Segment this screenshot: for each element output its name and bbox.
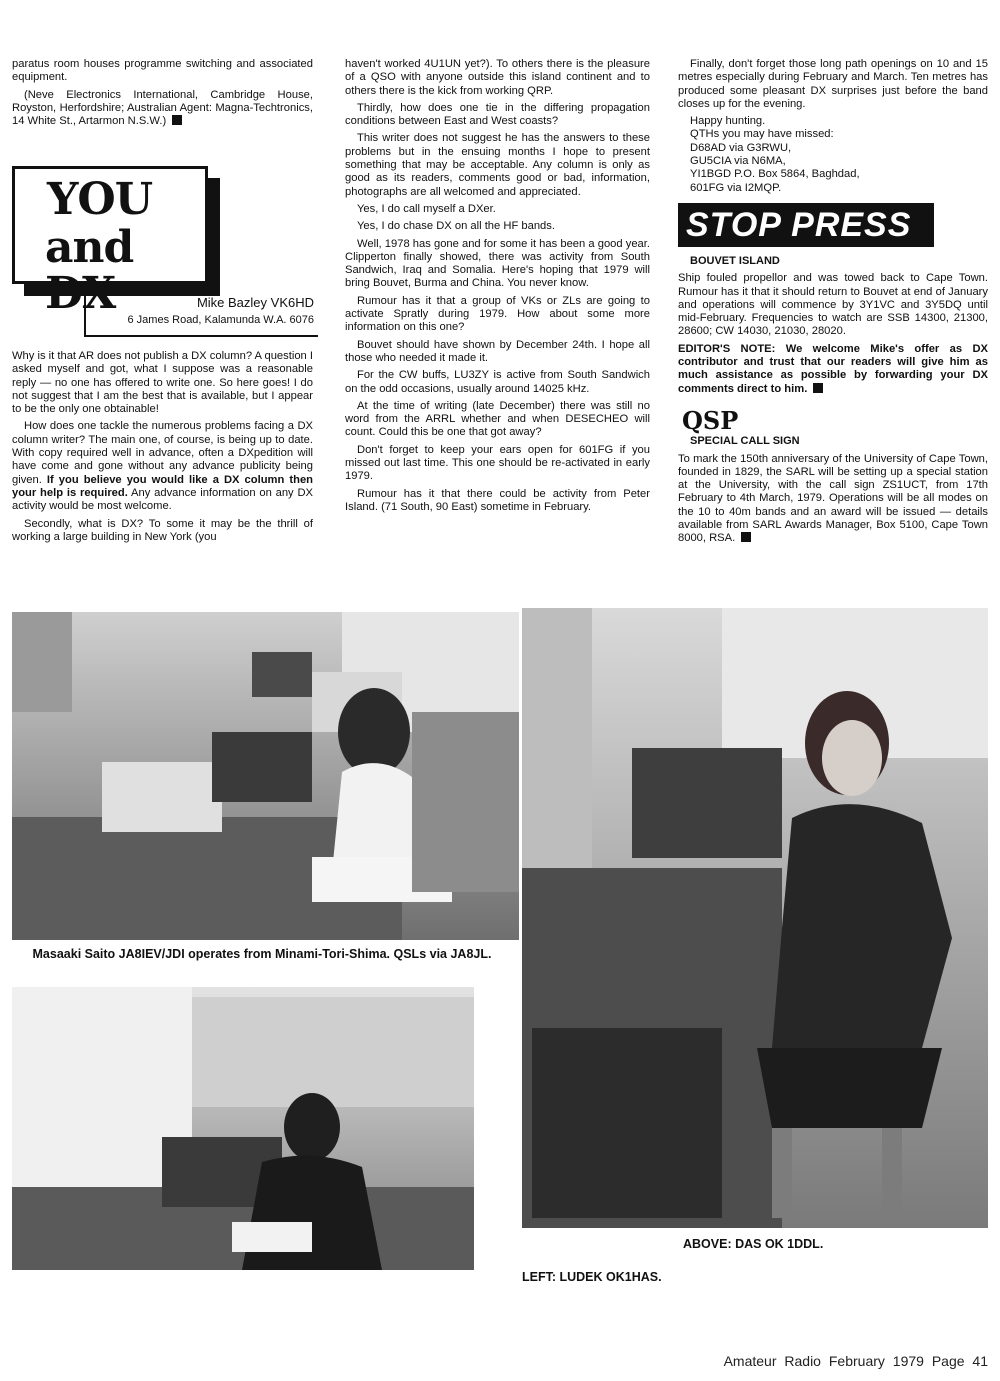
stop-press-banner: STOP PRESS xyxy=(678,203,934,247)
column-2 xyxy=(345,58,650,518)
end-mark xyxy=(172,115,182,125)
col2-p3: This writer does not suggest he has the answers to these problems but in the ensuing months I hope to present something that may be acceptable. Any column is only as good as its readers, comments good or bad, information, photographs are all welcomed and appreciated. xyxy=(345,132,650,198)
col2-p7: Rumour has it that a group of VKs or ZLs are going to activate Spratly during 1979. How about some more information on this one? xyxy=(345,294,650,334)
qth-intro: QTHs you may have missed: xyxy=(690,128,834,141)
col2-p6: Well, 1978 has gone and for some it has been a good year. Clipperton finally showed, there was activity from South Sandwich, Iraq and Somalia. Here's hoping that 1979 will bring Bouvet, Burma and China. You never know. xyxy=(345,237,650,290)
col1-p4 xyxy=(12,420,313,513)
col2-p1b: To others there is the pleasure of a QSO with anyone outside this island continent and to others there is the kick from working QRP. xyxy=(345,58,651,97)
qth-list xyxy=(678,128,988,194)
col2-p8: Bouvet should have shown by December 24th. I hope all those who needed it made it. xyxy=(345,338,650,364)
column-title-box xyxy=(12,166,208,319)
col1-p5: Secondly, what is DX? To some it may be the thrill of working a large building in New York (you xyxy=(12,517,313,543)
col1-p4b: If you believe you would like a DX column then your help is required. xyxy=(12,473,313,499)
photo-masaaki-saito xyxy=(12,612,519,940)
column-1 xyxy=(12,58,313,132)
col1-p3: Why is it that AR does not publish a DX column? A question I asked myself and got, what I suppose was a reasonable reply — no one has offered to write one. So here goes! I do not suggest that I am the best that is available, but I appear to be the only one obtainable! xyxy=(12,350,313,416)
author-box xyxy=(84,283,318,337)
col3-p1: Finally, don't forget those long path openings on 10 and 15 metres especially during February and March. Ten metres has produced some pleasant DX surprises just before the band closes up for the evening. xyxy=(678,58,988,110)
caption-photo-1: Masaaki Saito JA8IEV/JDI operates from Minami-Tori-Shima. QSLs via JA8JL. xyxy=(32,947,492,961)
col2-p2: Thirdly, how does one tie in the differing propagation conditions between East and West coasts? xyxy=(345,101,650,128)
end-mark xyxy=(741,532,751,542)
caption-photo-3: LEFT: LUDEK OK1HAS. xyxy=(522,1270,662,1284)
special-call-heading: SPECIAL CALL SIGN xyxy=(690,435,800,448)
author-name: Mike Bazley VK6HD xyxy=(196,295,314,310)
col2-p4: Yes, I do call myself a DXer. xyxy=(357,202,496,215)
caption-photo-2: ABOVE: DAS OK 1DDL. xyxy=(683,1237,824,1251)
col1-p1: paratus room houses programme switching and associated equipment. xyxy=(12,58,313,84)
editor-note xyxy=(678,343,988,396)
photo-das-ok1ddl xyxy=(522,608,988,1228)
footer-issue: February 1979 xyxy=(828,1353,924,1369)
photo-ludek-ok1has xyxy=(12,987,474,1270)
special-call-text xyxy=(678,453,988,546)
col1-p2-text: (Neve Electronics International, Cambridge House, Royston, Herfordshire; Australian Agent: Magna-Techtronics, 14 White St., Artarmon N.S.W.) xyxy=(12,88,313,128)
photo-1-image xyxy=(12,612,519,940)
qth-item: YI1BGD P.O. Box 5864, Baghdad, xyxy=(690,168,860,181)
editor-note-text: EDITOR'S NOTE: We welcome Mike's offer as DX contributor and trust that our readers will give him as much assistance as possible by forwarding your DX comments direct to him. xyxy=(678,342,988,395)
page-footer xyxy=(724,1353,988,1369)
column-3 xyxy=(678,58,988,550)
footer-magazine: Amateur Radio xyxy=(723,1353,821,1369)
photo-2-image xyxy=(522,608,988,1228)
qsp-heading: QSP xyxy=(682,405,739,435)
col2-p11: Don't forget to keep your ears open for 601FG if you missed out last time. This one should be re-activated in early 1979. xyxy=(345,443,650,483)
col2-p9: For the CW buffs, LU3ZY is active from South Sandwich on the odd occasions, usually around 14025 kHz. xyxy=(345,369,650,395)
qth-item: GU5CIA via N6MA, xyxy=(690,155,786,168)
bouvet-text: Ship fouled propellor and was towed back to Cape Town. Rumour has it that it should return to Bouvet at end of January and operations will commence by 3Y1VC and 3Y5DQ until mid-February. Frequencies to watch are SSB 14300, 21300, 28600; CW 14030, 21030, 28020. xyxy=(678,272,988,338)
col1-p2 xyxy=(12,89,313,129)
photo-3-image xyxy=(12,987,474,1270)
title-line-1: YOU xyxy=(47,174,153,225)
col1-p4c: Any advance information on any DX activity would be most welcome. xyxy=(12,486,314,513)
col2-p10: At the time of writing (late December) there was still no word from the ARRL whether and when DESECHEO will count. Could this be one that got away? xyxy=(345,399,650,439)
author-address: 6 James Road, Kalamunda W.A. 6076 xyxy=(127,314,314,326)
col2-p1a: haven't worked 4U1UN yet?). xyxy=(345,58,493,70)
special-call-body: To mark the 150th anniversary of the University of Cape Town, founded in 1829, the SARL will be setting up a special station at the University, with the call sign ZS1UCT, from 17th February to 4th March, 1979. Operations will be all modes on the 10 to 40m bands and an award will be issued — details available from SARL Awards Manager, Box 5100, Cape Town 8000, RSA. xyxy=(678,452,988,545)
col2-p12: Rumour has it that there could be activity from Peter Island. (71 South, 90 East) sometime in February. xyxy=(345,487,650,513)
end-mark xyxy=(813,383,823,393)
col2-p1 xyxy=(345,58,650,98)
qth-item: D68AD via G3RWU, xyxy=(690,141,792,154)
title-line-2: and DX xyxy=(45,222,134,319)
col1-p4a: How does one tackle the numerous problems facing a DX column writer? The main one, of course, is being up to date. With copy required well in advance, often a DXpedition will have come and gone without any advance publicity being given. xyxy=(12,420,313,486)
column-1-body xyxy=(12,350,313,548)
col3-p2: Happy hunting. xyxy=(690,115,766,128)
col2-p5: Yes, I do chase DX on all the HF bands. xyxy=(357,220,555,233)
footer-page: Page 41 xyxy=(931,1353,988,1369)
qth-item: 601FG via I2MQP. xyxy=(690,181,782,194)
bouvet-heading: BOUVET ISLAND xyxy=(690,254,780,267)
